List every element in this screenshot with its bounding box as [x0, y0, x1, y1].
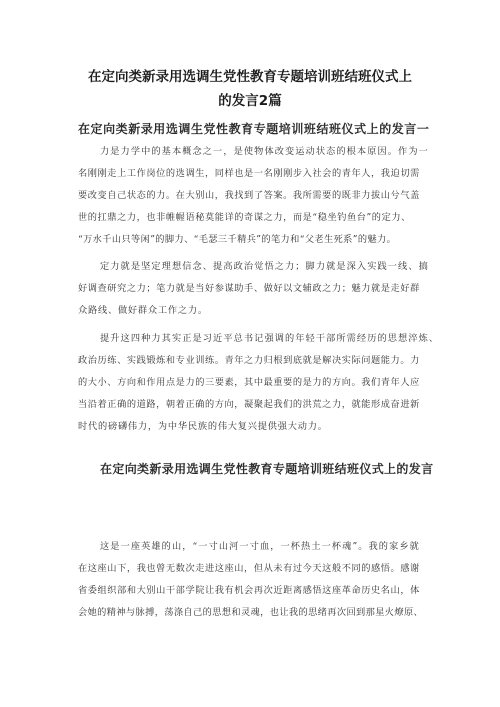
section-1-line-2: 名刚刚走上工作岗位的选调生，同样也是一名刚刚步入社会的青年人，我迫切需 — [78, 168, 420, 179]
section-2-line-2: 在这座山下，我也曾无数次走进这座山，但从未有过今天这般不同的感悟。感谢 — [78, 563, 420, 574]
section-1-line-1: 力是力学中的基本概念之一，是使物体改变运动状态的根本原因。作为一 — [100, 146, 429, 157]
section-2-line-4: 会她的精神与脉搏，荡涤自己的思想和灵魂，也让我的思绪再次回到那星火燎原、 — [78, 607, 424, 618]
document-title-line-2: 的发言2篇 — [218, 93, 282, 109]
section-1-line-11: 的大小、方向和作用点是力的三要素，其中最重要的是力的方向。我们青年人应 — [78, 377, 420, 388]
section-1-line-8: 众路线、做好群众工作之力。 — [78, 305, 208, 316]
section-1-line-4: 世的扛鼎之力，也非帷幄语秘莫能详的奇谋之力，而是“稳坐钓鱼台”的定力、 — [78, 212, 411, 223]
section-1-line-10: 政治历练、实践锻炼和专业训练。青年之力归根到底就是解决实际问题能力。力 — [78, 355, 420, 366]
section-1-line-9: 提升这四种力其实正是习近平总书记强调的年轻干部所需经历的思想淬炼、 — [100, 333, 440, 344]
section-1-heading: 在定向类新录用选调生党性教育专题培训班结班仪式上的发言一 — [78, 122, 430, 136]
section-1-line-13: 时代的磅礴伟力，为中华民族的伟大复兴提供强大动力。 — [78, 421, 328, 432]
section-1-line-7: 好调查研究之力；笔力就是当好参谋助手、做好以文辅政之力；魅力就是走好群 — [78, 283, 420, 294]
section-1-line-5: “万水千山只等闲”的脚力、“毛瑟三千精兵”的笔力和“父老生死系”的魅力。 — [78, 234, 397, 245]
section-1-line-3: 要改变自己状态的力。在大别山，我找到了答案。我所需要的既非力拔山兮气盖 — [78, 190, 420, 201]
section-2-heading: 在定向类新录用选调生党性教育专题培训班结班仪式上的发言 — [100, 462, 434, 476]
section-2-line-3: 省委组织部和大别山干部学院让我有机会再次近距离感悟这座革命历史名山，体 — [78, 585, 420, 596]
section-2-line-1: 这是一座英雄的山，“一寸山河一寸血，一杯热土一杯魂”。我的家乡就 — [100, 541, 420, 552]
section-1-line-12: 当沿着正确的道路，朝着正确的方向，凝聚起我们的洪荒之力，就能形成奋进新 — [78, 399, 420, 410]
section-1-line-6: 定力就是坚定理想信念、提高政治觉悟之力；脚力就是深入实践一线、搞 — [100, 261, 429, 272]
document-title-line-1: 在定向类新录用选调生党性教育专题培训班结班仪式上 — [88, 69, 412, 85]
